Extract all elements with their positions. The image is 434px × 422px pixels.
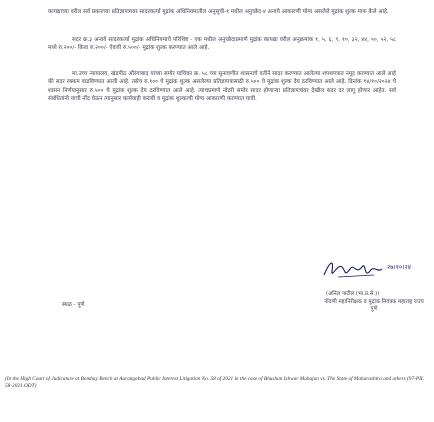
signature-date: २७।१०।२४ <box>387 264 411 271</box>
paragraph-3: मा.उच्च न्यायालय, खंडपीठ औरंगाबाद यांच्या समोर याचिका क्र. ५८ च्या सुनावणीत शासनाचे वतीने सादर करण्यात आलेल्या शपथपत्रात नमूद करण्यात आले आहे की सदर रक्कम वाढविण्यात आली आहे. तसेच रु.१०० चे मुद्रांक शुल्क असलेल्या प्रतिज्ञापत्रासाठी रु.५०० चे मुद्रांक शुल्क देय ठरविण्यात आले आहे. दिनांक १४/१०/२०२४ चे शासन निर्णयानुसार रु.५०० चे मुद्रांक शुल्क देय ठरविण्यात आले आहे. त्याचप्रमाणे नोटरी समोर सादर होणाऱ्या प्रतिज्ञापत्रांवर देखील सदर दर लागू होणार आहेत. सर्व संबंधितांनी याची नोंद घेऊन त्यानुसार कार्यवाही करावी व मुद्रांक शुल्काची योग्य आकारणी करण्यात यावी. <box>48 71 396 103</box>
handwritten-signature <box>316 253 426 289</box>
signatory-designation: नोंदणी महानिरीक्षक व मुद्रांक नियंत्रक महाराष्ट्र राज्य पुणे <box>324 299 424 313</box>
paragraph-2: सदर क्र.३ अन्वये सादरकर्त्या मुद्रांक अधिनियमाचे परिशिष्ट - एक मधील अनुच्छेदाप्रमाणे मुद्रांक कायद्या वरील अनुक्रमांक १, ५, ६, ९, १०, ३२, ४४, ५०, ५२, ५८ मध्ये रु.२००/- किंवा रु.२००/- ऐवजी रु.५००/- मुद्रांक शुल्क करण्यात आले आहे. <box>48 37 396 52</box>
signatory-name: (अनिल पाटील (भा.प्र.से.)) <box>326 291 380 297</box>
footer-citation: (In the High Court of Judicature at Bombay Bench at Aurangabad Public Interest Litigation No. 58 of 2021 in the case of Bhushan Ishwar Mahajan vs. The State of Maharashtra and others (97-PIL 58-2021.ODT) <box>5 376 424 390</box>
place-label: स्थळ - पुणे <box>62 302 85 308</box>
paragraph-1: कायद्याच्या वरील सर्व प्रकारच्या प्रतिज्ञापत्रावर सादरकर्त्या मुद्रांक अधिनियमातील अनुसूची-१ मधील अनुच्छेद-४ अन्वये आकारणी योग्य असलेले मुद्रांक शुल्क माफ केले आहे. <box>48 9 389 15</box>
